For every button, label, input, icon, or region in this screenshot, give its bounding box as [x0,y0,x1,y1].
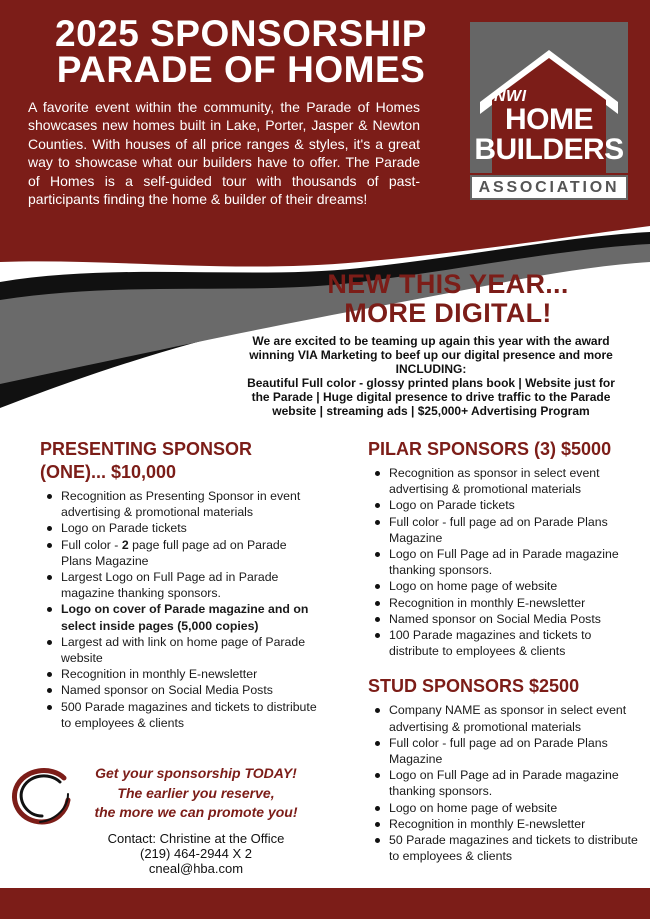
list-item: Named sponsor on Social Media Posts [368,611,638,627]
list-item: Logo on home page of website [368,578,638,594]
list-item: Logo on Full Page ad in Parade magazine thanking sponsors. [368,546,638,578]
contact-name: Contact: Christine at the Office [107,831,285,846]
item-prefix: Full color - [61,537,122,552]
presenting-title-line-1: PRESENTING SPONSOR [40,439,253,459]
cta-line-1: Get your sponsorship TODAY! [95,765,297,781]
title-line-2: PARADE OF HOMES [56,49,426,90]
list-item [40,537,320,569]
logo-home: HOME [505,103,593,136]
new-body-intro: We are excited to be teaming up again this year with the award winning VIA Marketing to beef up our digital presence and more INCLUDING: [249,334,613,376]
intro-paragraph: A favorite event within the community, the Parade of Homes showcases new homes built in Lake, Porter, Jasper & Newton Counties. With houses of all price ranges & styles, it's a great way to showcase what our builders have to offer. The Parade of Homes is a self-guided tour with thousands of past-participants finding the home & builder of their dreams! [28,99,420,208]
new-heading-line-1: NEW THIS YEAR... [327,269,569,299]
list-item: 50 Parade magazines and tickets to distribute to employees & clients [368,832,638,864]
list-item: Logo on Parade tickets [40,520,320,536]
presenting-sponsor-title [40,438,320,484]
pilar-benefits-list [368,465,638,659]
list-item: Company NAME as sponsor in select event advertising & promotional materials [368,702,638,734]
list-item: Recognition as sponsor in select event advertising & promotional materials [368,465,638,497]
list-item: Largest Logo on Full Page ad in Parade magazine thanking sponsors. [40,569,320,601]
list-item: Largest ad with link on home page of Parade website [40,634,320,666]
list-item: Recognition in monthly E-newsletter [368,816,638,832]
cta-line-3: the more we can promote you! [94,804,298,820]
title-line-1: 2025 SPONSORSHIP [55,13,427,54]
stud-sponsor-section [368,675,638,864]
new-heading-line-2: MORE DIGITAL! [344,298,552,328]
list-item: Full color - full page ad on Parade Plans Magazine [368,735,638,767]
list-item: Recognition in monthly E-newsletter [40,666,320,682]
stud-benefits-list [368,702,638,864]
new-this-year-body [240,334,622,418]
presenting-benefits-list [40,488,320,731]
swirl-circle-icon [10,764,72,826]
list-item: Logo on Parade tickets [368,497,638,513]
contact-email[interactable]: cneal@hba.com [148,861,244,876]
cta-line-2: The earlier you reserve, [117,784,275,801]
list-item: Recognition in monthly E-newsletter [368,595,638,611]
presenting-sponsor-section [40,438,320,731]
new-body-features: Beautiful Full color - glossy printed plans book | Website just for the Parade | Huge digital presence to drive traffic to the Parade website | streaming ads | $25,000+ Advertising Program [247,376,615,418]
contact-info [80,831,312,876]
list-item: Full color - full page ad on Parade Plans Magazine [368,514,638,546]
list-item: Recognition as Presenting Sponsor in event advertising & promotional materials [40,488,320,520]
nwi-home-builders-logo [470,22,628,200]
item-rest: page full page ad on Parade Plans Magazine [61,537,287,568]
pilar-sponsor-section [368,438,638,659]
pilar-sponsor-title: PILAR SPONSORS (3) $5000 [368,439,612,459]
list-item: Logo on home page of website [368,800,638,816]
list-item: 100 Parade magazines and tickets to distribute to employees & clients [368,627,638,659]
logo-association-bar [470,175,628,200]
item-bold-count: 2 [121,537,129,552]
list-item: Logo on Full Page ad in Parade magazine thanking sponsors. [368,767,638,799]
call-to-action [80,764,312,823]
footer-bar [0,888,650,919]
logo-builders: BUILDERS [474,133,624,166]
page-title [26,13,456,90]
logo-nwi: NWI [494,88,527,105]
stud-sponsor-title: STUD SPONSORS $2500 [368,676,580,697]
right-column [368,438,638,864]
contact-phone[interactable]: (219) 464-2944 X 2 [139,846,253,861]
new-this-year-heading [290,270,606,328]
list-item: 500 Parade magazines and tickets to distribute to employees & clients [40,699,320,731]
list-item: Logo on cover of Parade magazine and on select inside pages (5,000 copies) [40,601,320,633]
presenting-title-line-2: (ONE)... $10,000 [40,462,177,482]
logo-association: ASSOCIATION [478,179,620,196]
list-item: Named sponsor on Social Media Posts [40,682,320,698]
